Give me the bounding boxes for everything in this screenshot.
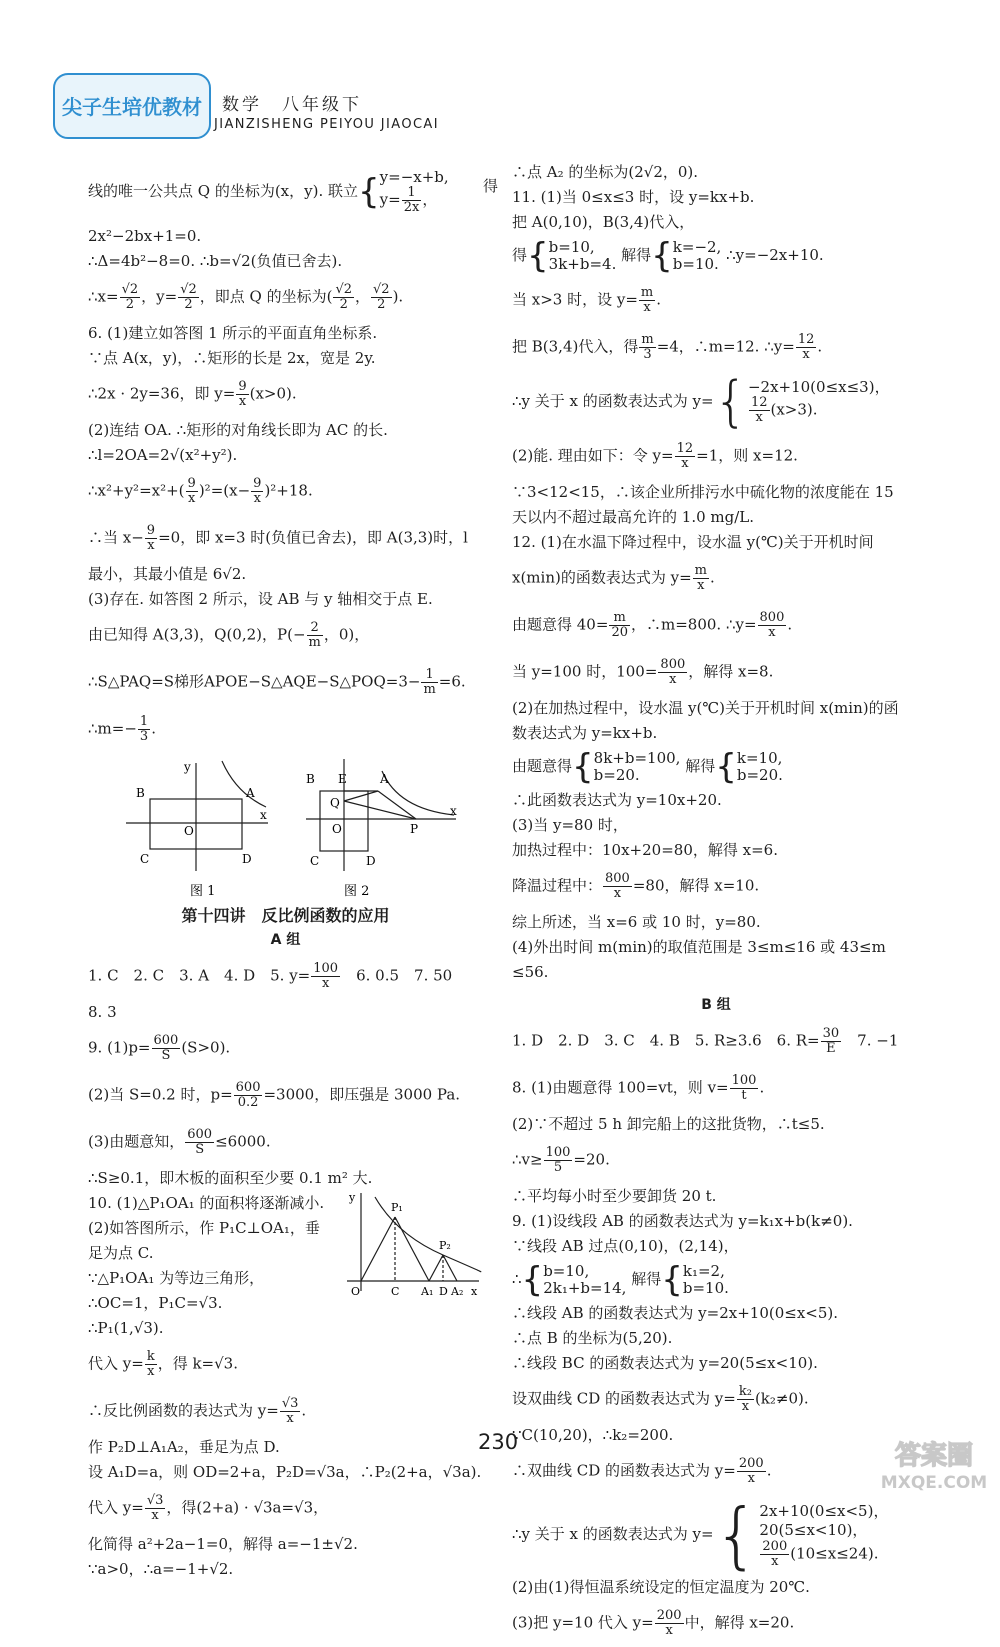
- figures-1-2: [88, 753, 483, 903]
- text-line: ∴m=− $\frac{1}{3}$ .: [88, 714, 156, 744]
- answer-line: (2)当 S=0.2 时，p= $\frac{600}{0.2}$ =3000，即压强是 3000 Pa.: [88, 1080, 461, 1110]
- answer-line: (2)如答图所示，作 P₁C⊥OA₁，垂: [88, 1219, 320, 1237]
- svg-text:B: B: [306, 772, 315, 786]
- text-line: 12. (1)在水温下降过程中，设水温 y(℃)关于开机时间: [512, 533, 874, 551]
- answer-line: 作 P₂D⊥A₁A₂，垂足为点 D.: [88, 1438, 280, 1456]
- text-line: 得{b=10, 3k+b=4. 解得{k=−2, b=10. ∴y=−2x+10.: [512, 236, 824, 276]
- text-line: (2)能. 理由如下：令 y= $\frac{12}{x}$ =1，则 x=12.: [512, 441, 798, 471]
- watermark-text: 答案圈: [894, 1441, 974, 1471]
- text-line: (4)外出时间 m(min)的取值范围是 3≤m≤16 或 43≤m: [512, 938, 886, 956]
- answer-line: ∴P₁(1,√3).: [88, 1319, 164, 1337]
- text-line: (3)当 y=80 时，: [512, 816, 628, 834]
- answer-line: ∴线段 AB 的函数表达式为 y=2x+10(0≤x<5).: [512, 1304, 839, 1322]
- answer-line: 9. (1)p= $\frac{600}{S}$ (S>0).: [88, 1033, 231, 1063]
- text-line: (2)在加热过程中，设水温 y(℃)关于开机时间 x(min)的函: [512, 699, 899, 717]
- figure-2-caption: 图 2: [344, 884, 370, 899]
- watermark-url: MXQE.COM: [880, 1473, 988, 1493]
- answer-line: 1. D 2. D 3. C 4. B 5. R≥3.6 6. R= $\frac{30}{E}$ 7. −1: [512, 1026, 899, 1056]
- text-line: 由题意得{8k+b=100, b=20. 解得{k=10, b=20.: [512, 747, 783, 787]
- text-line: 数表达式为 y=kx+b.: [512, 724, 658, 742]
- text-line: ∴2x · 2y=36，即 y= $\frac{9}{x}$ (x>0).: [88, 379, 297, 409]
- text-line: ∴l=2OA=2√(x²+y²).: [88, 446, 238, 464]
- svg-text:Q: Q: [330, 796, 340, 810]
- svg-text:x: x: [450, 804, 457, 818]
- answer-line: ∵C(10,20)，∴k₂=200.: [512, 1426, 674, 1444]
- svg-text:C: C: [310, 854, 320, 868]
- svg-text:O: O: [332, 822, 342, 836]
- answer-line: 代入 y= $\frac{k}{x}$ ，得 k=√3.: [88, 1349, 238, 1379]
- text-line: ≤56.: [512, 963, 549, 981]
- svg-text:O: O: [351, 1285, 361, 1298]
- text-line: ∵点 A(x，y)，∴矩形的长是 2x，宽是 2y.: [88, 349, 376, 367]
- text-line: ∴Δ=4b²−8=0. ∴b=√2(负值已舍去).: [88, 252, 343, 270]
- answer-line: ∴v≥ $\frac{100}{5}$ =20.: [512, 1145, 610, 1175]
- svg-text:B: B: [136, 786, 145, 800]
- header-subtitle: JIANZISHENG PEIYOU JIAOCAI: [214, 117, 439, 132]
- text-line: ∴S△PAQ=S梯形APOE−S△AQE−S△POQ=3− $\frac{1}{m}$ =6.: [88, 667, 466, 697]
- figure-1-caption: 图 1: [190, 884, 216, 899]
- figure-1: [118, 753, 278, 903]
- text-line: 11. (1)当 0≤x≤3 时，设 y=kx+b.: [512, 188, 755, 206]
- answer-line: ∴反比例函数的表达式为 y= $\frac{√3}{x}$ .: [88, 1396, 307, 1426]
- svg-text:A₂: A₂: [451, 1285, 464, 1298]
- text-line: 天以内不超过最高允许的 1.0 mg/L.: [512, 508, 755, 526]
- text-line: 加热过程中：10x+20=80，解得 x=6.: [512, 841, 778, 859]
- left-column: [88, 160, 498, 1582]
- text-line: (3)存在. 如答图 2 所示，设 AB 与 y 轴相交于点 E.: [88, 590, 433, 608]
- answer-line: 代入 y= $\frac{√3}{x}$ ，得(2+a) · √3a=√3，: [88, 1493, 329, 1523]
- answer-line: ∴{b=10, 2k₁+b=14, 解得{k₁=2, b=10.: [512, 1260, 729, 1300]
- group-b-title: B 组: [701, 997, 731, 1013]
- page-number: 230: [478, 1430, 519, 1454]
- logo-text: 尖子生培优教材: [62, 95, 202, 119]
- answer-line: (3)把 y=10 代入 y= $\frac{200}{x}$ 中，解得 x=20.: [512, 1608, 795, 1638]
- svg-text:O: O: [184, 824, 194, 838]
- svg-text:P₂: P₂: [439, 1239, 451, 1252]
- svg-text:P: P: [410, 822, 419, 836]
- text-line: 当 y=100 时，100= $\frac{800}{x}$ ，解得 x=8.: [512, 657, 774, 687]
- answer-line: ∴点 B 的坐标为(5,20).: [512, 1329, 673, 1347]
- text-line: 把 B(3,4)代入，得 $\frac{m}{3}$ =4，∴m=12. ∴y= $\frac{12}{x}$ .: [512, 332, 823, 362]
- text-line: 综上所述，当 x=6 或 10 时，y=80.: [512, 913, 761, 931]
- answer-line: ∵a>0，∴a=−1+√2.: [88, 1560, 234, 1578]
- section-title: 第十四讲 反比例函数的应用: [181, 906, 390, 925]
- answer-line: 化简得 a²+2a−1=0，解得 a=−1±√2.: [88, 1535, 358, 1553]
- answer-line: ∴y 关于 x 的函数表达式为 y={2x+10(0≤x<5)， 20(5≤x<10)， $\frac{200}{x}$ (10≤x≤24).: [512, 1493, 889, 1577]
- text-line: 线的唯一公共点 Q 的坐标为(x，y). 联立{y=−x+b, y= $\frac{1}{2x}$ ， 得: [88, 168, 498, 215]
- answer-line: ∴线段 BC 的函数表达式为 y=20(5≤x<10).: [512, 1354, 818, 1372]
- answer-line: ∴平均每小时至少要卸货 20 t.: [512, 1187, 717, 1205]
- answer-line: ∵△P₁OA₁ 为等边三角形，: [88, 1269, 265, 1287]
- svg-text:D: D: [439, 1285, 448, 1298]
- answer-line: ∴双曲线 CD 的函数表达式为 y= $\frac{200}{x}$ .: [512, 1456, 772, 1486]
- text-line: ∵3<12<15，∴该企业所排污水中硫化物的浓度能在 15: [512, 483, 894, 501]
- right-column: [512, 160, 920, 1647]
- text-line: 把 A(0,10)，B(3,4)代入，: [512, 213, 695, 231]
- figure-2: [298, 753, 468, 903]
- svg-text:x: x: [471, 1285, 478, 1298]
- svg-text:D: D: [366, 854, 376, 868]
- answer-line: ∴OC=1，P₁C=√3.: [88, 1294, 223, 1312]
- text-line: ∴当 x− $\frac{9}{x}$ =0，即 x=3 时(负值已舍去)，即 A(3,3)时，l: [88, 523, 468, 553]
- answer-line: ∵线段 AB 过点(0,10)，(2,14)，: [512, 1237, 739, 1255]
- q10-block: [88, 1191, 483, 1341]
- answer-line: 设 A₁D=a，则 OD=2+a，P₂D=√3a，∴P₂(2+a，√3a).: [88, 1463, 482, 1481]
- answer-line: (3)由题意知， $\frac{600}{S}$ ≤6000.: [88, 1127, 271, 1157]
- logo: [52, 70, 212, 142]
- svg-text:D: D: [242, 852, 252, 866]
- svg-text:A: A: [380, 772, 389, 786]
- text-line: x(min)的函数表达式为 y= $\frac{m}{x}$ .: [512, 563, 715, 593]
- watermark: [870, 1432, 1000, 1494]
- header-title: 数学 八年级下: [222, 95, 362, 115]
- svg-text:P₁: P₁: [391, 1201, 403, 1214]
- svg-text:A: A: [246, 786, 255, 800]
- text-line: 当 x>3 时，设 y= $\frac{m}{x}$ .: [512, 285, 662, 315]
- text-line: 降温过程中： $\frac{800}{x}$ =80，解得 x=10.: [512, 871, 760, 901]
- answer-line: 8. 3: [88, 1003, 117, 1021]
- svg-text:A₁: A₁: [421, 1285, 434, 1298]
- text-line: ∴点 A₂ 的坐标为(2√2，0).: [512, 163, 699, 181]
- text-line: ∴x= $\frac{√2}{2}$ ，y= $\frac{√2}{2}$ ，即点 Q 的坐标为( $\frac{√2}{2}$ ， $\frac{√2}{2}$ ).: [88, 282, 404, 312]
- answer-line: 设双曲线 CD 的函数表达式为 y= $\frac{\text{k₂}}{x}$ (k₂≠0).: [512, 1384, 809, 1414]
- text-line: 由已知得 A(3,3)，Q(0,2)，P(− $\frac{2}{m}$ ，0)，: [88, 620, 370, 650]
- answer-line: 10. (1)△P₁OA₁ 的面积将逐渐减小.: [88, 1194, 325, 1212]
- text-line: ∴此函数表达式为 y=10x+20.: [512, 791, 722, 809]
- svg-text:C: C: [140, 852, 150, 866]
- answer-line: (2)由(1)得恒温系统设定的恒定温度为 20℃.: [512, 1578, 810, 1596]
- svg-text:C: C: [391, 1285, 400, 1298]
- text-line: 2x²−2bx+1=0.: [88, 227, 202, 245]
- text-line: 最小，其最小值是 6√2.: [88, 565, 247, 583]
- svg-text:y: y: [184, 760, 191, 774]
- answer-line: 8. (1)由题意得 100=vt，则 v= $\frac{100}{t}$ .: [512, 1073, 765, 1103]
- answer-line: (2)∵不超过 5 h 卸完船上的这批货物，∴t≤5.: [512, 1115, 825, 1133]
- text-line: ∴x²+y²=x²+( $\frac{9}{x}$ )²=(x− $\frac{9}{x}$ )²+18.: [88, 476, 313, 506]
- answer-line: 足为点 C.: [88, 1244, 154, 1262]
- text-line: 6. (1)建立如答图 1 所示的平面直角坐标系.: [88, 324, 378, 342]
- answer-line: 9. (1)设线段 AB 的函数表达式为 y=k₁x+b(k≠0).: [512, 1212, 853, 1230]
- svg-text:x: x: [260, 808, 267, 822]
- group-a-title: A 组: [270, 932, 301, 948]
- answer-line: 1. C 2. C 3. A 4. D 5. y= $\frac{100}{x}$ 6. 0.5 7. 50: [88, 961, 453, 991]
- text-line: 由题意得 40= $\frac{m}{20}$ ，∴m=800. ∴y= $\frac{800}{x}$ .: [512, 610, 793, 640]
- svg-text:y: y: [349, 1191, 356, 1204]
- text-line: (2)连结 OA. ∴矩形的对角线长即为 AC 的长.: [88, 421, 388, 439]
- answer-line: ∴S≥0.1，即木板的面积至少要 0.1 m² 大.: [88, 1169, 373, 1187]
- svg-text:E: E: [338, 772, 347, 786]
- text-line: ∴y 关于 x 的函数表达式为 y={−2x+10(0≤x≤3)， $\frac{12}{x}$ (x>3).: [512, 370, 890, 433]
